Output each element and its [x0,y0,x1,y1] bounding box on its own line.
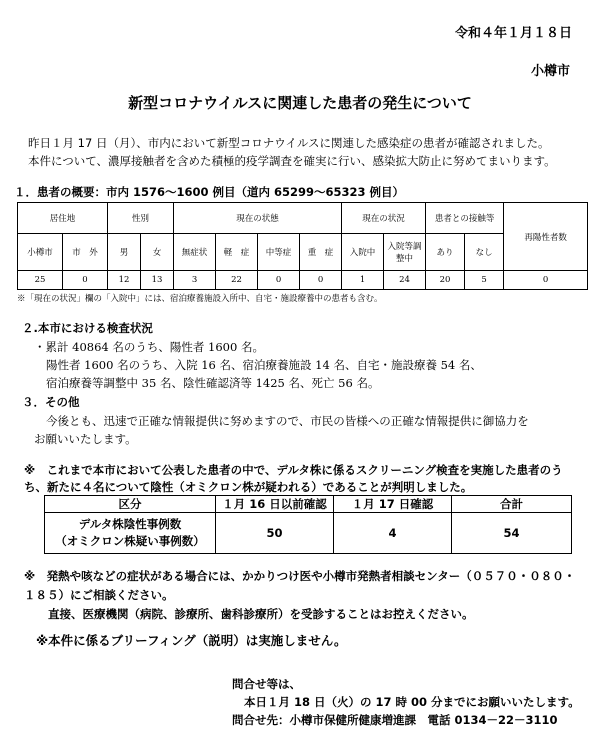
gender-header: 性別 [108,203,174,234]
delta-row-label [45,513,216,554]
delta-row-label-line1: デルタ株陰性事例数 [78,517,182,531]
condition-header: 現在の状態 [174,203,342,234]
table-footnote: ※「現在の状況」欄の「入院中」には、宿泊療養施設入所中、自宅・施設療養中の患者も含む。 [17,294,383,304]
repositive-header: 再陽性者数 [504,203,588,271]
intro-line: 昨日１月 17 日（月）、市内において新型コロナウイルスに関連した感染症の患者が確認されました。 [28,136,550,150]
section2-line: 宿泊療養等調整中 35 名、陰性確認済等 1425 名、死亡 56 名。 [46,376,380,390]
subheader-adjusting: 入院等調整中 [384,234,426,271]
delta-header-category: 区分 [45,496,216,513]
value-cell: 0 [504,271,588,290]
delta-header-before16: １月 16 日以前確認 [216,496,334,513]
contact-line: 問合せ先：小樽市保健所健康増進課 電話 0134－22－3110 [232,713,558,727]
patient-summary-table [17,202,588,290]
document-date: 令和４年１月１８日 [454,26,572,41]
section2-line: 陽性者 1600 名のうち、入院 16 名、宿泊療養施設 14 名、自宅・施設療養 54 名、 [46,358,482,372]
value-cell: 25 [18,271,63,290]
delta-value-total: 54 [452,513,572,554]
subheader-severe: 重 症 [300,234,342,271]
section3-body [34,412,529,448]
consult-line: 直接、医療機関（病院、診療所、歯科診療所）を受診することはお控えください。 [48,607,474,621]
briefing-notice: ※本件に係るブリーフィング（説明）は実施しません。 [36,633,347,648]
issuer-city: 小樽市 [530,64,570,79]
contact-header: 患者との接触等 [426,203,504,234]
subheader-otaru: 小樽市 [18,234,63,271]
delta-strain-table [44,495,572,554]
delta-value-jan17: 4 [334,513,452,554]
section2-heading: ２.本市における検査状況 [22,321,153,335]
value-cell: 13 [141,271,174,290]
value-cell: 5 [465,271,504,290]
document-title: 新型コロナウイルスに関連した患者の発生について [128,94,472,112]
subheader-contact-no: なし [465,234,504,271]
value-cell: 0 [63,271,108,290]
consult-note [24,567,584,624]
delta-note: ※ これまで本市において公表した患者の中で、デルタ株に係るスクリーニング検査を実施した患者のうち、新たに４名について陰性（オミクロン株が疑われる）であることが判明しました。 [24,463,563,494]
section2-body [34,338,482,392]
subheader-contact-yes: あり [426,234,465,271]
section2-line: ・累計 40864 名のうち、陽性者 1600 名。 [34,340,264,354]
section3-line: お願いいたします。 [34,432,137,446]
subheader-moderate: 中等症 [258,234,300,271]
intro-line: 本件について、濃厚接触者を含めた積極的疫学調査を確実に行い、感染拡大防止に努めてまいります。 [28,154,556,168]
value-cell: 3 [174,271,216,290]
value-cell: 1 [342,271,384,290]
value-cell: 12 [108,271,141,290]
status-header: 現在の状況 [342,203,426,234]
value-cell: 0 [258,271,300,290]
delta-value-before16: 50 [216,513,334,554]
contact-block [232,675,580,729]
subheader-male: 男 [108,234,141,271]
subheader-female: 女 [141,234,174,271]
contact-line: 問合せ等は、 [232,677,301,691]
value-cell: 22 [216,271,258,290]
residence-header: 居住地 [18,203,108,234]
subheader-outside: 市 外 [63,234,108,271]
delta-header-jan17: １月 17 日確認 [334,496,452,513]
section1-heading: １．患者の概要：市内 1576～1600 例目（道内 65299～65323 例目） [14,185,405,199]
delta-row-label-line2: （オミクロン株疑い事例数） [55,534,205,548]
subheader-mild: 軽 症 [216,234,258,271]
contact-line: 本日１月 18 日（火）の 17 時 00 分までにお願いいたします。 [244,695,580,709]
intro-paragraph [28,134,588,170]
delta-header-total: 合計 [452,496,572,513]
section3-line: 今後とも、迅速で正確な情報提供に努めますので、市民の皆様への正確な情報提供に御協力を [46,414,529,428]
value-cell: 0 [300,271,342,290]
consult-line: ※ 発熱や咳などの症状がある場合には、かかりつけ医や小樽市発熱者相談センター（０５７０・０８０・１８５）にご相談ください。 [24,569,576,602]
value-cell: 24 [384,271,426,290]
value-cell: 20 [426,271,465,290]
section3-heading: ３．その他 [22,395,80,409]
subheader-asymptomatic: 無症状 [174,234,216,271]
subheader-hospitalized: 入院中 [342,234,384,271]
